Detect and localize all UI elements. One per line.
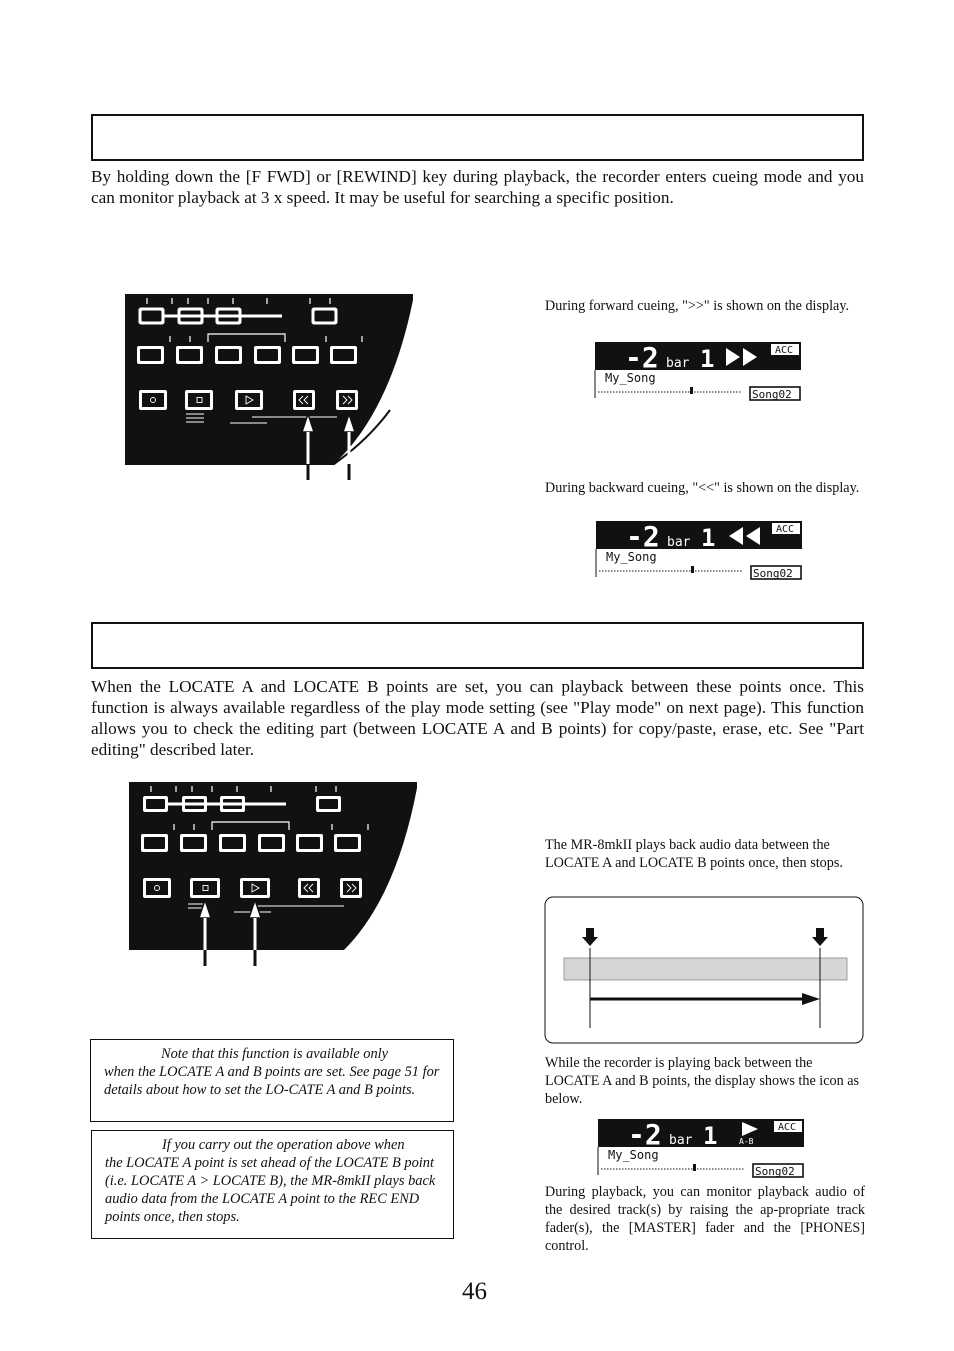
note2-body: the LOCATE A point is set ahead of the LOCATE B point (i.e. LOCATE A > LOCATE B), the MR-8mkII plays back audio data from the LOCATE A point to the REC END points once, then stops. xyxy=(105,1155,436,1225)
lcd-acc-label: ACC xyxy=(776,524,795,535)
lcd-song-number: Song02 xyxy=(755,1165,795,1178)
monitor-caption: During playback, you can monitor playback audio of the desired track(s) by raising the ap-propriate track fader(s), the [MASTER] fader and the [PHONES] control. xyxy=(545,1184,865,1254)
note1-body: when the LOCATE A and B points are set. See page 51 for details about how to set the LO-CATE A and B points. xyxy=(104,1064,440,1098)
ab-icon-caption: While the recorder is playing back between the LOCATE A and B points, the display shows the icon as below. xyxy=(545,1055,860,1107)
lcd-beat-value: 1 xyxy=(703,1122,718,1150)
lcd-beat-value: 1 xyxy=(700,345,715,373)
lcd-display-rewind xyxy=(594,519,804,581)
lcd-acc-label: ACC xyxy=(778,1122,797,1133)
note1-line1: Note that this function is available only xyxy=(161,1046,389,1062)
lcd-song-number: Song02 xyxy=(752,388,792,401)
lcd-display-ab xyxy=(596,1117,806,1179)
page-number: 46 xyxy=(462,1278,487,1305)
lcd-acc-label: ACC xyxy=(775,345,794,356)
lcd-bar-label: bar xyxy=(669,1133,693,1148)
panel-illustration-cue xyxy=(122,292,418,484)
lcd-bar-label: bar xyxy=(666,356,690,371)
lcd-song-number: Song02 xyxy=(753,567,793,580)
lcd-big-value: -2 xyxy=(625,341,659,374)
lcd-bar-label: bar xyxy=(667,535,691,550)
section2-intro: When the LOCATE A and LOCATE B points are set, you can playback between these points once. This function is always available regardless of the play mode setting (see "Play mode" on next page). This function allows you to check the editing part (between LOCATE A and B points) for copy/paste, erase, etc. See "Part editing" described later. xyxy=(91,677,864,759)
fwd-cue-caption: During forward cueing, ">>" is shown on the display. xyxy=(545,298,850,314)
lcd-beat-value: 1 xyxy=(701,524,716,552)
rew-cue-caption: During backward cueing, "<<" is shown on the display. xyxy=(545,480,860,496)
lcd-ab-label: A-B xyxy=(739,1137,754,1146)
section1-intro: By holding down the [F FWD] or [REWIND] key during playback, the recorder enters cueing mode and you can monitor playback at 3 x speed. It may be useful for searching a specific position. xyxy=(91,167,864,207)
ab-playback-caption: The MR-8mkII plays back audio data between the LOCATE A and LOCATE B points once, then stops. xyxy=(545,837,843,871)
section1-heading-box xyxy=(91,114,864,161)
note2-line1: If you carry out the operation above when xyxy=(162,1137,405,1153)
lcd-song-name: My_Song xyxy=(605,371,656,385)
lcd-display-forward xyxy=(593,340,803,402)
panel-illustration-ab xyxy=(126,780,422,972)
lcd-song-name: My_Song xyxy=(606,550,657,564)
note-box-1 xyxy=(90,1039,454,1122)
ab-playback-diagram xyxy=(544,896,866,1046)
lcd-song-name: My_Song xyxy=(608,1148,659,1162)
lcd-big-value: -2 xyxy=(628,1118,662,1151)
section2-heading-box xyxy=(91,622,864,669)
lcd-big-value: -2 xyxy=(626,520,660,553)
note-box-2 xyxy=(91,1130,454,1239)
